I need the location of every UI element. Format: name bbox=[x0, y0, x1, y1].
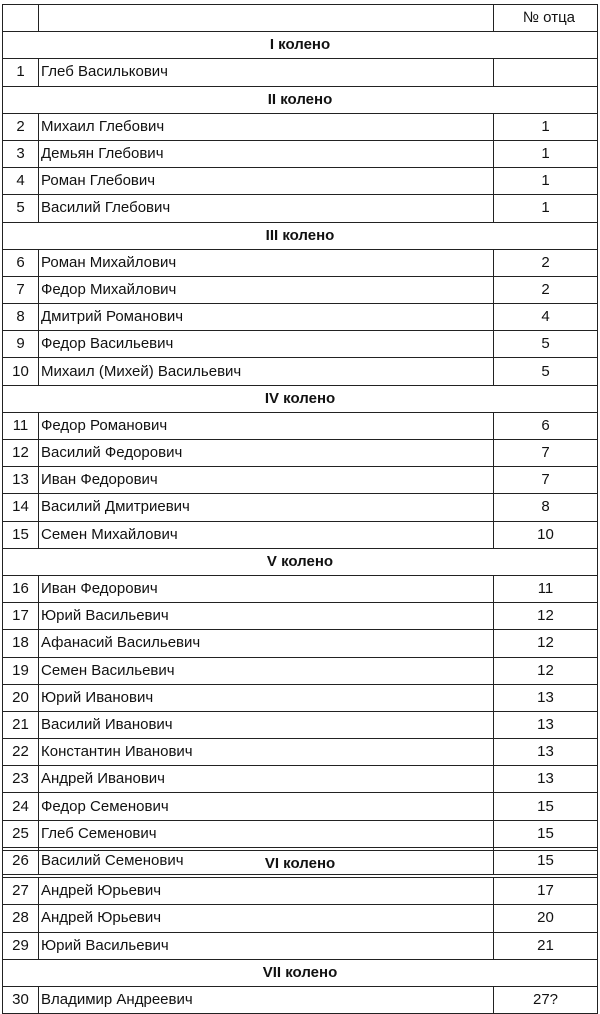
father-number: 13 bbox=[494, 739, 598, 766]
person-number: 28 bbox=[3, 905, 39, 932]
person-number: 1 bbox=[3, 59, 39, 86]
person-number: 6 bbox=[3, 249, 39, 276]
person-name: Федор Семенович bbox=[39, 793, 494, 820]
generation-title: IV колено bbox=[3, 385, 598, 412]
header-empty-cell bbox=[3, 5, 39, 32]
person-row bbox=[3, 276, 598, 303]
father-number: 15 bbox=[494, 820, 598, 847]
person-number: 15 bbox=[3, 521, 39, 548]
person-row bbox=[3, 168, 598, 195]
father-number: 11 bbox=[494, 575, 598, 602]
person-row bbox=[3, 905, 598, 932]
person-number: 20 bbox=[3, 684, 39, 711]
generation-header-row bbox=[3, 32, 598, 59]
person-number: 21 bbox=[3, 711, 39, 738]
genealogy-table-part-2 bbox=[2, 850, 598, 1014]
header-row bbox=[3, 5, 598, 32]
generation-header-row bbox=[3, 86, 598, 113]
person-row bbox=[3, 793, 598, 820]
person-number: 7 bbox=[3, 276, 39, 303]
person-number: 3 bbox=[3, 140, 39, 167]
generation-header-row bbox=[3, 222, 598, 249]
person-row bbox=[3, 331, 598, 358]
father-number-header: № отца bbox=[494, 5, 598, 32]
person-row bbox=[3, 986, 598, 1013]
person-row bbox=[3, 249, 598, 276]
person-row bbox=[3, 820, 598, 847]
person-name: Роман Глебович bbox=[39, 168, 494, 195]
father-number: 2 bbox=[494, 276, 598, 303]
father-number: 12 bbox=[494, 603, 598, 630]
person-number: 4 bbox=[3, 168, 39, 195]
person-row bbox=[3, 630, 598, 657]
father-number: 17 bbox=[494, 878, 598, 905]
person-name: Федор Романович bbox=[39, 412, 494, 439]
person-number: 30 bbox=[3, 986, 39, 1013]
father-number: 1 bbox=[494, 140, 598, 167]
person-name: Василий Семенович bbox=[39, 847, 494, 874]
person-number: 12 bbox=[3, 440, 39, 467]
person-name: Владимир Андреевич bbox=[39, 986, 494, 1013]
father-number: 15 bbox=[494, 793, 598, 820]
person-number: 25 bbox=[3, 820, 39, 847]
person-name: Андрей Юрьевич bbox=[39, 878, 494, 905]
person-row bbox=[3, 575, 598, 602]
generation-header-row bbox=[3, 548, 598, 575]
generation-title: VI колено bbox=[3, 851, 598, 878]
person-row bbox=[3, 739, 598, 766]
person-row bbox=[3, 440, 598, 467]
generation-title: V колено bbox=[3, 548, 598, 575]
person-name: Константин Иванович bbox=[39, 739, 494, 766]
person-number: 17 bbox=[3, 603, 39, 630]
person-row bbox=[3, 766, 598, 793]
person-number: 24 bbox=[3, 793, 39, 820]
person-name: Юрий Васильевич bbox=[39, 932, 494, 959]
person-name: Демьян Глебович bbox=[39, 140, 494, 167]
father-number: 1 bbox=[494, 113, 598, 140]
father-number: 13 bbox=[494, 684, 598, 711]
father-number: 7 bbox=[494, 440, 598, 467]
person-row bbox=[3, 140, 598, 167]
person-number: 9 bbox=[3, 331, 39, 358]
person-name: Иван Федорович bbox=[39, 467, 494, 494]
father-number: 21 bbox=[494, 932, 598, 959]
person-number: 27 bbox=[3, 878, 39, 905]
father-number: 7 bbox=[494, 467, 598, 494]
father-number bbox=[494, 59, 598, 86]
person-name: Семен Васильевич bbox=[39, 657, 494, 684]
person-number: 10 bbox=[3, 358, 39, 385]
generation-title: I колено bbox=[3, 32, 598, 59]
father-number: 8 bbox=[494, 494, 598, 521]
person-name: Василий Иванович bbox=[39, 711, 494, 738]
father-number: 13 bbox=[494, 766, 598, 793]
person-row bbox=[3, 113, 598, 140]
person-number: 2 bbox=[3, 113, 39, 140]
person-name: Глеб Семенович bbox=[39, 820, 494, 847]
generation-header-row bbox=[3, 851, 598, 878]
generation-title: III колено bbox=[3, 222, 598, 249]
person-row bbox=[3, 195, 598, 222]
father-number: 6 bbox=[494, 412, 598, 439]
person-name: Василий Глебович bbox=[39, 195, 494, 222]
father-number: 4 bbox=[494, 304, 598, 331]
person-row bbox=[3, 521, 598, 548]
father-number: 12 bbox=[494, 657, 598, 684]
father-number: 15 bbox=[494, 847, 598, 874]
person-name: Василий Дмитриевич bbox=[39, 494, 494, 521]
father-number: 2 bbox=[494, 249, 598, 276]
person-name: Василий Федорович bbox=[39, 440, 494, 467]
person-name: Юрий Иванович bbox=[39, 684, 494, 711]
person-name: Дмитрий Романович bbox=[39, 304, 494, 331]
father-number: 27? bbox=[494, 986, 598, 1013]
person-row bbox=[3, 603, 598, 630]
father-number: 12 bbox=[494, 630, 598, 657]
person-name: Михаил Глебович bbox=[39, 113, 494, 140]
generation-title: II колено bbox=[3, 86, 598, 113]
person-row bbox=[3, 494, 598, 521]
father-number: 1 bbox=[494, 168, 598, 195]
father-number: 5 bbox=[494, 331, 598, 358]
person-name: Семен Михайлович bbox=[39, 521, 494, 548]
person-row bbox=[3, 878, 598, 905]
generation-header-row bbox=[3, 959, 598, 986]
person-name: Глеб Василькович bbox=[39, 59, 494, 86]
person-number: 23 bbox=[3, 766, 39, 793]
generation-title: VII колено bbox=[3, 959, 598, 986]
person-number: 13 bbox=[3, 467, 39, 494]
person-number: 11 bbox=[3, 412, 39, 439]
father-number: 1 bbox=[494, 195, 598, 222]
person-number: 18 bbox=[3, 630, 39, 657]
person-number: 14 bbox=[3, 494, 39, 521]
person-number: 26 bbox=[3, 847, 39, 874]
person-number: 19 bbox=[3, 657, 39, 684]
person-name: Афанасий Васильевич bbox=[39, 630, 494, 657]
person-name: Федор Васильевич bbox=[39, 331, 494, 358]
father-number: 10 bbox=[494, 521, 598, 548]
person-name: Роман Михайлович bbox=[39, 249, 494, 276]
person-row bbox=[3, 358, 598, 385]
person-number: 22 bbox=[3, 739, 39, 766]
person-number: 5 bbox=[3, 195, 39, 222]
person-name: Юрий Васильевич bbox=[39, 603, 494, 630]
person-name: Андрей Юрьевич bbox=[39, 905, 494, 932]
person-row bbox=[3, 467, 598, 494]
person-name: Андрей Иванович bbox=[39, 766, 494, 793]
person-row bbox=[3, 932, 598, 959]
person-row bbox=[3, 684, 598, 711]
father-number: 20 bbox=[494, 905, 598, 932]
person-row bbox=[3, 657, 598, 684]
generation-header-row bbox=[3, 385, 598, 412]
person-row bbox=[3, 59, 598, 86]
person-name: Федор Михайлович bbox=[39, 276, 494, 303]
genealogy-table-part-1 bbox=[2, 4, 598, 875]
person-number: 29 bbox=[3, 932, 39, 959]
person-number: 16 bbox=[3, 575, 39, 602]
person-number: 8 bbox=[3, 304, 39, 331]
header-empty-cell bbox=[39, 5, 494, 32]
person-name: Михаил (Михей) Васильевич bbox=[39, 358, 494, 385]
father-number: 5 bbox=[494, 358, 598, 385]
person-row bbox=[3, 412, 598, 439]
person-row bbox=[3, 304, 598, 331]
person-name: Иван Федорович bbox=[39, 575, 494, 602]
person-row bbox=[3, 711, 598, 738]
father-number: 13 bbox=[494, 711, 598, 738]
